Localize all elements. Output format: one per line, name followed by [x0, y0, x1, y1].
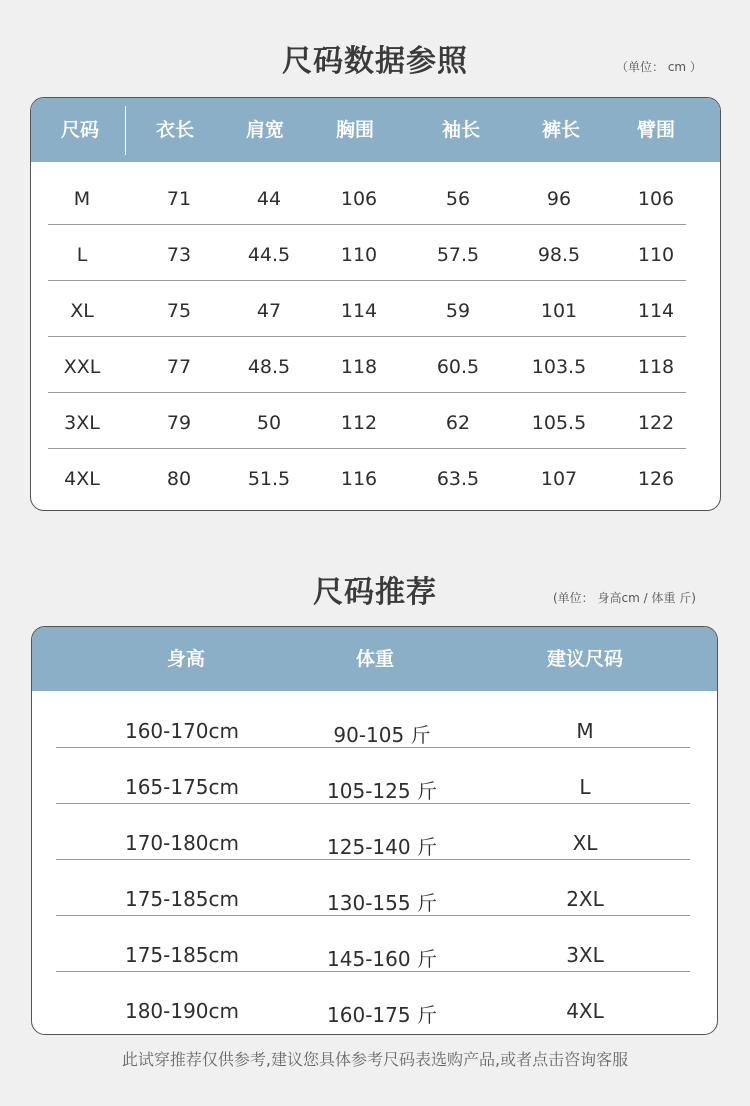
weight-cell: 160-175 斤 — [327, 1003, 437, 1027]
measurement-cell: 105.5 — [531, 412, 587, 434]
table-row — [32, 943, 717, 971]
measurement-cell: 114 — [340, 300, 378, 322]
measurement-cell: 44.5 — [247, 244, 291, 266]
measurement-cell: 116 — [340, 468, 378, 490]
height-cell: 175-185cm — [124, 887, 240, 911]
size-cell: 4XL — [64, 468, 100, 490]
row-divider — [56, 859, 690, 860]
size-chart-title: 尺码数据参照 — [282, 44, 468, 79]
measurement-cell: 106 — [637, 188, 675, 210]
row-divider — [48, 392, 686, 393]
row-divider — [48, 336, 686, 337]
header-length: 衣长 — [155, 119, 194, 141]
measurement-cell: 50 — [256, 412, 282, 434]
table-row — [31, 412, 720, 440]
row-divider — [56, 747, 690, 748]
table-row — [31, 188, 720, 216]
suggested-size-cell: 4XL — [566, 999, 604, 1023]
height-cell: 170-180cm — [124, 831, 240, 855]
row-divider — [48, 224, 686, 225]
measurement-cell: 57.5 — [436, 244, 480, 266]
measurement-cell: 118 — [637, 356, 675, 378]
table-row — [31, 468, 720, 496]
header-suggested-size: 建议尺码 — [546, 648, 623, 670]
table-row — [32, 775, 717, 803]
header-shoulder: 肩宽 — [245, 119, 284, 141]
measurement-cell: 62 — [445, 412, 471, 434]
header-sleeve: 袖长 — [441, 119, 480, 141]
measurement-cell: 77 — [166, 356, 192, 378]
measurement-cell: 63.5 — [436, 468, 480, 490]
measurement-cell: 110 — [340, 244, 378, 266]
size-cell: 3XL — [64, 412, 100, 434]
table-row — [32, 719, 717, 747]
recommendation-title: 尺码推荐 — [313, 575, 437, 610]
recommendation-table — [31, 626, 718, 1035]
measurement-cell: 126 — [637, 468, 675, 490]
size-chart-table — [30, 97, 721, 511]
measurement-cell: 71 — [166, 188, 192, 210]
measurement-cell: 107 — [540, 468, 578, 490]
size-cell: L — [76, 244, 88, 266]
weight-cell: 130-155 斤 — [327, 891, 437, 915]
measurement-cell: 75 — [166, 300, 192, 322]
weight-cell: 90-105 斤 — [333, 723, 431, 747]
header-chest: 胸围 — [335, 119, 374, 141]
measurement-cell: 103.5 — [531, 356, 587, 378]
measurement-cell: 114 — [637, 300, 675, 322]
measurement-cell: 79 — [166, 412, 192, 434]
row-divider — [56, 915, 690, 916]
suggested-size-cell: L — [579, 775, 591, 799]
header-height: 身高 — [166, 648, 205, 670]
measurement-cell: 56 — [445, 188, 471, 210]
row-divider — [48, 280, 686, 281]
measurement-cell: 60.5 — [436, 356, 480, 378]
recommendation-header-row — [32, 627, 717, 691]
header-pants: 裤长 — [541, 119, 580, 141]
size-chart-unit-note: （单位： cm ） — [616, 60, 702, 74]
measurement-cell: 106 — [340, 188, 378, 210]
recommendation-body — [32, 691, 717, 1035]
measurement-cell: 122 — [637, 412, 675, 434]
size-chart-header-row — [31, 98, 720, 162]
table-row — [31, 300, 720, 328]
size-cell: XL — [70, 300, 94, 322]
header-size: 尺码 — [60, 119, 99, 141]
row-divider — [56, 971, 690, 972]
measurement-cell: 48.5 — [247, 356, 291, 378]
header-arm: 臂围 — [636, 119, 675, 141]
suggested-size-cell: XL — [572, 831, 598, 855]
height-cell: 175-185cm — [124, 943, 240, 967]
weight-cell: 125-140 斤 — [327, 835, 437, 859]
measurement-cell: 51.5 — [247, 468, 291, 490]
table-row — [32, 887, 717, 915]
measurement-cell: 44 — [256, 188, 282, 210]
header-divider — [125, 106, 126, 155]
suggested-size-cell: 3XL — [566, 943, 604, 967]
height-cell: 180-190cm — [124, 999, 240, 1023]
measurement-cell: 112 — [340, 412, 378, 434]
recommendation-unit-note: (单位： 身高cm / 体重 斤) — [553, 591, 696, 605]
height-cell: 165-175cm — [124, 775, 240, 799]
table-row — [31, 244, 720, 272]
table-row — [32, 999, 717, 1027]
measurement-cell: 110 — [637, 244, 675, 266]
height-cell: 160-170cm — [124, 719, 240, 743]
table-row — [32, 831, 717, 859]
size-cell: M — [73, 188, 91, 210]
size-chart-body — [31, 162, 720, 511]
measurement-cell: 96 — [546, 188, 572, 210]
measurement-cell: 101 — [540, 300, 578, 322]
measurement-cell: 73 — [166, 244, 192, 266]
header-weight: 体重 — [355, 648, 394, 670]
row-divider — [56, 803, 690, 804]
measurement-cell: 98.5 — [537, 244, 581, 266]
row-divider — [48, 448, 686, 449]
weight-cell: 145-160 斤 — [327, 947, 437, 971]
footer-note: 此试穿推荐仅供参考,建议您具体参考尺码表选购产品,或者点击咨询客服 — [121, 1050, 629, 1069]
measurement-cell: 80 — [166, 468, 192, 490]
measurement-cell: 118 — [340, 356, 378, 378]
suggested-size-cell: 2XL — [566, 887, 604, 911]
weight-cell: 105-125 斤 — [327, 779, 437, 803]
measurement-cell: 47 — [256, 300, 282, 322]
measurement-cell: 59 — [445, 300, 471, 322]
table-row — [31, 356, 720, 384]
suggested-size-cell: M — [576, 719, 594, 743]
size-cell: XXL — [63, 356, 101, 378]
